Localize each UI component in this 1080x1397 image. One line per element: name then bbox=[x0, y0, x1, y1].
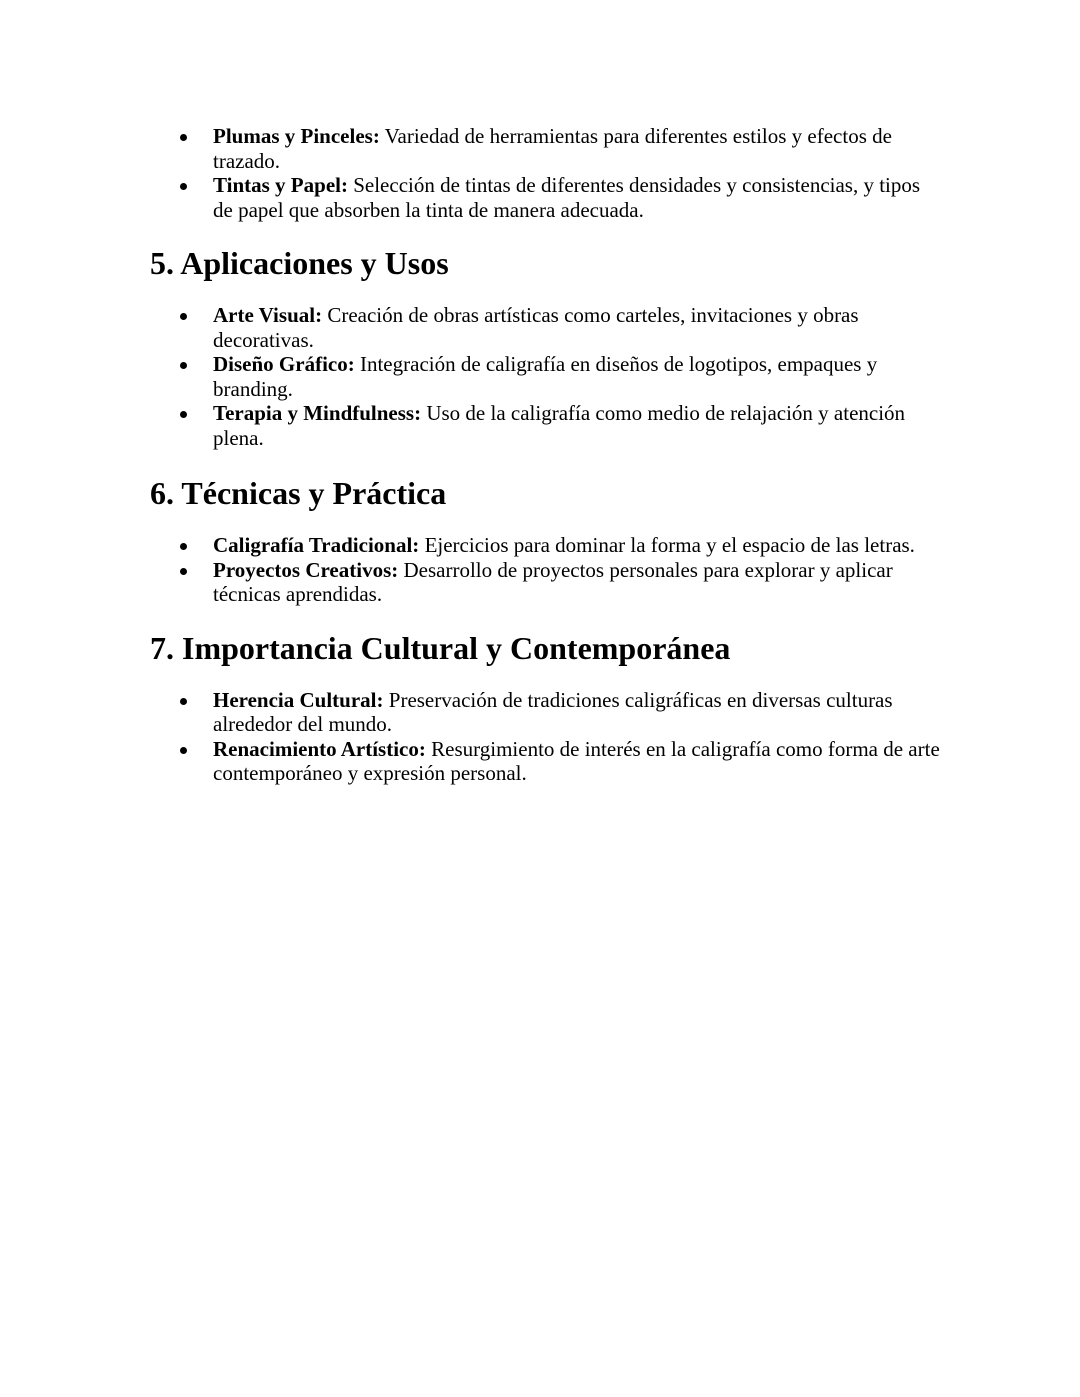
list-item-term: Caligrafía Tradicional: bbox=[213, 533, 420, 557]
list-item-term: Terapia y Mindfulness: bbox=[213, 401, 422, 425]
list-item-text: Desarrollo de proyectos personales para explorar y aplicar técnicas aprendidas. bbox=[213, 557, 893, 606]
section-heading-applications: 5. Aplicaciones y Usos bbox=[150, 245, 449, 281]
list-item-text: Variedad de herramientas para diferentes estilos y efectos de trazado. bbox=[213, 124, 892, 173]
applications-list bbox=[150, 303, 940, 450]
list-item-text: Uso de la caligrafía como medio de relajación y atención plena. bbox=[213, 401, 906, 450]
list-item-term: Tintas y Papel: bbox=[213, 173, 348, 197]
list-item-term: Herencia Cultural: bbox=[213, 687, 384, 712]
list-item bbox=[213, 173, 940, 222]
list-item bbox=[213, 558, 940, 607]
list-item bbox=[213, 124, 940, 173]
list-item-term: Renacimiento Artístico: bbox=[213, 736, 426, 761]
list-item-term: Arte Visual: bbox=[213, 303, 323, 327]
list-item bbox=[213, 401, 940, 450]
list-item bbox=[213, 352, 940, 401]
list-item-text: Ejercicios para dominar la forma y el espacio de las letras. bbox=[419, 533, 915, 557]
list-item bbox=[213, 737, 940, 786]
document-page bbox=[150, 124, 940, 786]
section-heading-cultural-importance: 7. Importancia Cultural y Contemporánea bbox=[150, 629, 731, 666]
techniques-list bbox=[150, 533, 940, 607]
list-item-text: Preservación de tradiciones caligráficas en diversas culturas alrededor del mundo. bbox=[213, 687, 893, 736]
list-item-term: Plumas y Pinceles: bbox=[213, 124, 380, 148]
list-item bbox=[213, 303, 940, 352]
list-item-term: Diseño Gráfico: bbox=[213, 352, 355, 376]
cultural-importance-list bbox=[150, 688, 940, 786]
section-heading-techniques: 6. Técnicas y Práctica bbox=[150, 475, 447, 511]
list-item-text: Selección de tintas de diferentes densidades y consistencias, y tipos de papel que absorben la tinta de manera adecuada. bbox=[213, 173, 921, 222]
materials-list bbox=[150, 124, 940, 222]
list-item-text: Integración de caligrafía en diseños de logotipos, empaques y branding. bbox=[213, 352, 878, 401]
list-item-text: Creación de obras artísticas como carteles, invitaciones y obras decorativas. bbox=[213, 303, 859, 352]
list-item-term: Proyectos Creativos: bbox=[213, 557, 399, 582]
list-item-text: Resurgimiento de interés en la caligrafía como forma de arte contemporáneo y expresión personal. bbox=[213, 736, 940, 785]
list-item bbox=[213, 533, 940, 558]
list-item bbox=[213, 688, 940, 737]
